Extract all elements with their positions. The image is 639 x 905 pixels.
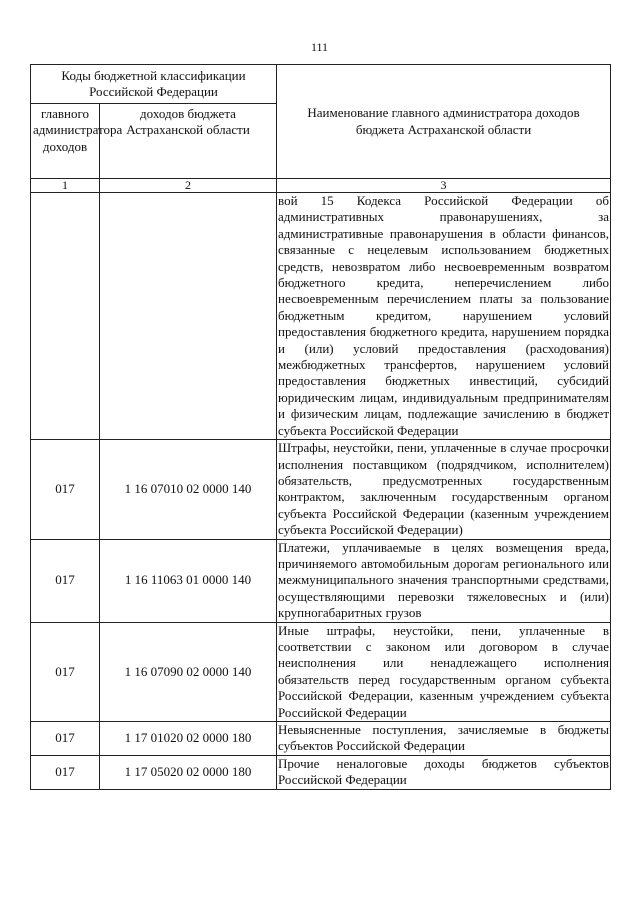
admin-code-cell: 017 <box>31 622 100 721</box>
revenue-code-cell: 1 16 07010 02 0000 140 <box>100 440 277 539</box>
revenue-code-cell <box>100 193 277 440</box>
name-cell: Иные штрафы, неустойки, пени, уплаченные в соответствии с законом или договором в случае неисполнения или ненадлежащего исполнения обязательств перед государственным органом субъекта Российской Федерации, казенным учреждением субъекта Российской Федерации <box>278 622 610 720</box>
name-cell: Невыясненные поступления, зачисляемые в бюджеты субъектов Российской Федерации <box>278 722 610 754</box>
admin-code-column-header: главного администратора доходов <box>31 104 100 179</box>
page-number: 111 <box>310 40 329 54</box>
table-row <box>31 193 611 440</box>
table-body <box>31 193 611 790</box>
table-row <box>31 755 611 789</box>
revenue-code-cell: 1 16 11063 01 0000 140 <box>100 539 277 622</box>
revenue-code-cell: 1 16 07090 02 0000 140 <box>100 622 277 721</box>
admin-code-cell: 017 <box>31 755 100 789</box>
column-number-1: 1 <box>31 179 100 193</box>
revenue-code-cell: 1 17 05020 02 0000 180 <box>100 755 277 789</box>
column-number-2: 2 <box>100 179 277 193</box>
table-row <box>31 539 611 622</box>
codes-header: Коды бюджетной классификации Российской Федерации <box>31 65 277 104</box>
name-cell: Платежи, уплачиваемые в целях возмещения вреда, причиняемого автомобильным дорогам регионального или межмуниципального значения транспортными средствами, осуществляющими перевозки тяжеловесных и (или) крупногабаритных грузов <box>278 539 610 621</box>
table-row <box>31 622 611 721</box>
admin-code-cell: 017 <box>31 722 100 756</box>
revenue-code-cell: 1 17 01020 02 0000 180 <box>100 722 277 756</box>
column-number-3: 3 <box>277 179 611 193</box>
table-row <box>31 440 611 539</box>
name-cell: вой 15 Кодекса Российской Федерации об административных правонарушениях, за административные правонарушения в области финансов, связанные с нецелевым использованием бюджетных средств, невозвратом либо несвоевременным возвратом бюджетного кредита, неперечислением либо несвоевременным перечислением платы за пользование бюджетным кредитом, нарушением условий предоставления бюджетного кредита, нарушением порядка и (или) условий предоставления (расходования) межбюджетных трансфертов, нарушением условий предоставления бюджетных инвестиций, субсидий юридическим лицам, индивидуальным предпринимателям и физическим лицам, подлежащие зачислению в бюджет субъекта Российской Федерации <box>278 193 610 438</box>
admin-code-cell: 017 <box>31 440 100 539</box>
table-row <box>31 722 611 756</box>
budget-classification-table <box>30 64 611 790</box>
name-column-header: Наименование главного администратора доходов бюджета Астраханской области <box>277 65 611 179</box>
name-cell: Прочие неналоговые доходы бюджетов субъектов Российской Федерации <box>278 755 610 788</box>
revenue-code-column-header: доходов бюджета Астраханской области <box>100 104 277 179</box>
admin-code-cell <box>31 193 100 440</box>
name-cell: Штрафы, неустойки, пени, уплаченные в случае просрочки исполнения поставщиком (подрядчиком, исполнителем) обязательств, предусмотренных государственным контрактом, заключенным государственным органом субъекта Российской Федерации (казенным учреждением субъекта Российской Федерации) <box>278 440 610 538</box>
table-header <box>31 65 611 193</box>
admin-code-cell: 017 <box>31 539 100 622</box>
